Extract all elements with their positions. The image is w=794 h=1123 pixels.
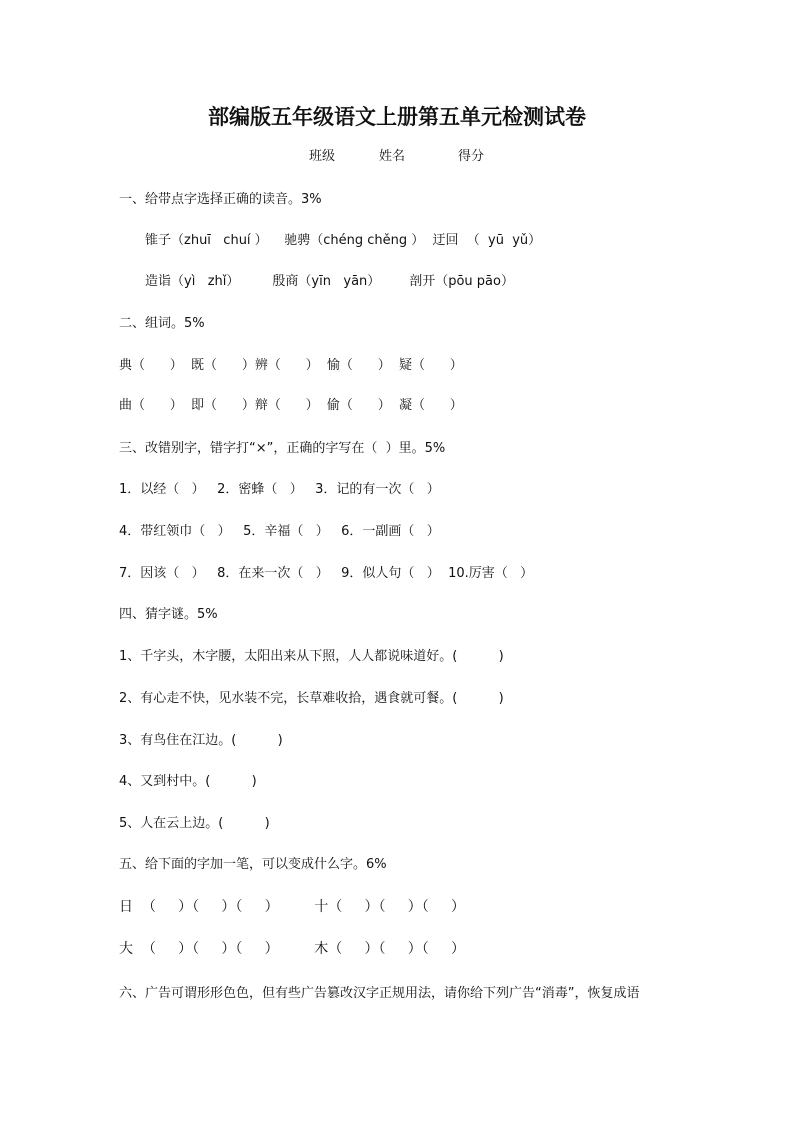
section-1-line-2: 造诣（yì zhǐ） 殷商（yīn yān） 剖开（pōu pāo） [145,274,514,289]
section-4-heading: 四、猜字谜。5% [119,607,218,622]
class-label: 班级 [309,149,336,164]
section-2-line-1: 典（ ） 既（ ）辨（ ） 愉（ ） 疑（ ） [119,358,463,373]
riddle-2: 2、有心走不快，见水装不完，长草难收拾，遇食就可餐。( ) [119,691,504,706]
section-6-heading: 六、广告可谓形形色色，但有些广告篡改汉字正规用法，请你给下列广告“消毒”，恢复成语 [119,986,640,1001]
section-5-line-2: 大 （ ）（ ）（ ） 木（ ）（ ）（ ） [119,941,466,957]
riddle-1: 1、千字头，木字腰，太阳出来从下照，人人都说味道好。( ) [119,649,504,664]
section-3-heading: 三、改错别字，错字打“×”，正确的字写在（ ）里。5% [119,441,446,456]
section-2-line-2: 曲（ ） 即（ ）辩（ ） 偷（ ） 凝（ ） [119,398,463,413]
section-5-heading: 五、给下面的字加一笔，可以变成什么字。6% [119,857,387,872]
name-label: 姓名 [379,149,406,164]
section-3-line-3: 7．因该（ ） 8．在来一次（ ） 9．似人句（ ） 10.厉害（ ） [119,566,534,581]
section-3-line-1: 1．以经（ ） 2．密蜂（ ） 3．记的有一次（ ） [119,482,440,497]
section-2-heading: 二、组词。5% [119,316,205,331]
riddle-5: 5、人在云上边。( ) [119,816,270,831]
section-1-heading: 一、给带点字选择正确的读音。3% [119,192,322,207]
section-1-line-1: 锥子（zhuī chuí ） 驰骋（chéng chěng ） 迂回 （ yū yǔ） [145,233,542,248]
riddle-4: 4、又到村中。( ) [119,774,257,789]
riddle-3: 3、有鸟住在江边。( ) [119,733,283,748]
score-label: 得分 [458,149,485,164]
section-5-line-1: 日 （ ）（ ）（ ） 十（ ）（ ）（ ） [119,899,466,915]
page-title: 部编版五年级语文上册第五单元检测试卷 [208,104,586,129]
section-3-line-2: 4．带红领巾（ ） 5．辛福（ ） 6．一副画（ ） [119,524,440,539]
